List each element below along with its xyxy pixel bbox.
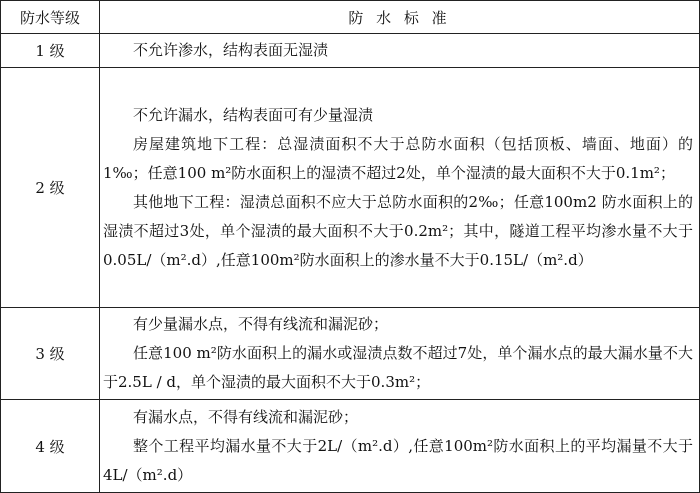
header-standard: 防 水 标 准 bbox=[100, 1, 700, 34]
row-standard bbox=[100, 308, 700, 400]
standard-line: 不允许漏水，结构表面可有少量湿渍 bbox=[133, 105, 374, 124]
table-row bbox=[1, 34, 700, 68]
row-standard bbox=[100, 34, 700, 68]
row-level: 4 级 bbox=[1, 400, 100, 493]
row-level: 2 级 bbox=[1, 68, 100, 308]
row-standard bbox=[100, 400, 700, 493]
table-header-row bbox=[1, 1, 700, 34]
table-row bbox=[1, 308, 700, 400]
standard-line: 其他地下工程：湿渍总面积不应大于总防水面积的2‰；任意100m2 防水面积上的湿渍不超过3处，单个湿渍的最大面积不大于0.2m²；其中，隧道工程平均渗水量不大于0.05L/（m².d）,任意100m²防水面积上的渗水量不大于0.15L/（m².d） bbox=[103, 192, 693, 269]
standard-line: 任意100 m²防水面积上的漏水或湿渍点数不超过7处，单个漏水点的最大漏水量不大于2.5L / d，单个湿渍的最大面积不大于0.3m²； bbox=[103, 344, 693, 391]
standard-line: 房屋建筑地下工程：总湿渍面积不大于总防水面积（包括顶板、墙面、地面）的1‰；任意100 m²防水面积上的湿渍不超过2处，单个湿渍的最大面积不大于0.1m²； bbox=[103, 134, 693, 182]
row-level: 3 级 bbox=[1, 308, 100, 400]
row-standard bbox=[100, 68, 700, 308]
standard-line: 有少量漏水点，不得有线流和漏泥砂； bbox=[133, 315, 389, 333]
table-row bbox=[1, 68, 700, 308]
table-row bbox=[1, 400, 700, 493]
standard-line: 整个工程平均漏水量不大于2L/（m².d）,任意100m²防水面积上的平均漏量不大于4L/（m².d） bbox=[103, 436, 693, 484]
row-level: 1 级 bbox=[1, 34, 100, 68]
header-level: 防水等级 bbox=[1, 1, 100, 34]
standard-line: 有漏水点，不得有线流和漏泥砂； bbox=[133, 407, 359, 426]
standard-line: 不允许渗水，结构表面无湿渍 bbox=[133, 41, 329, 59]
